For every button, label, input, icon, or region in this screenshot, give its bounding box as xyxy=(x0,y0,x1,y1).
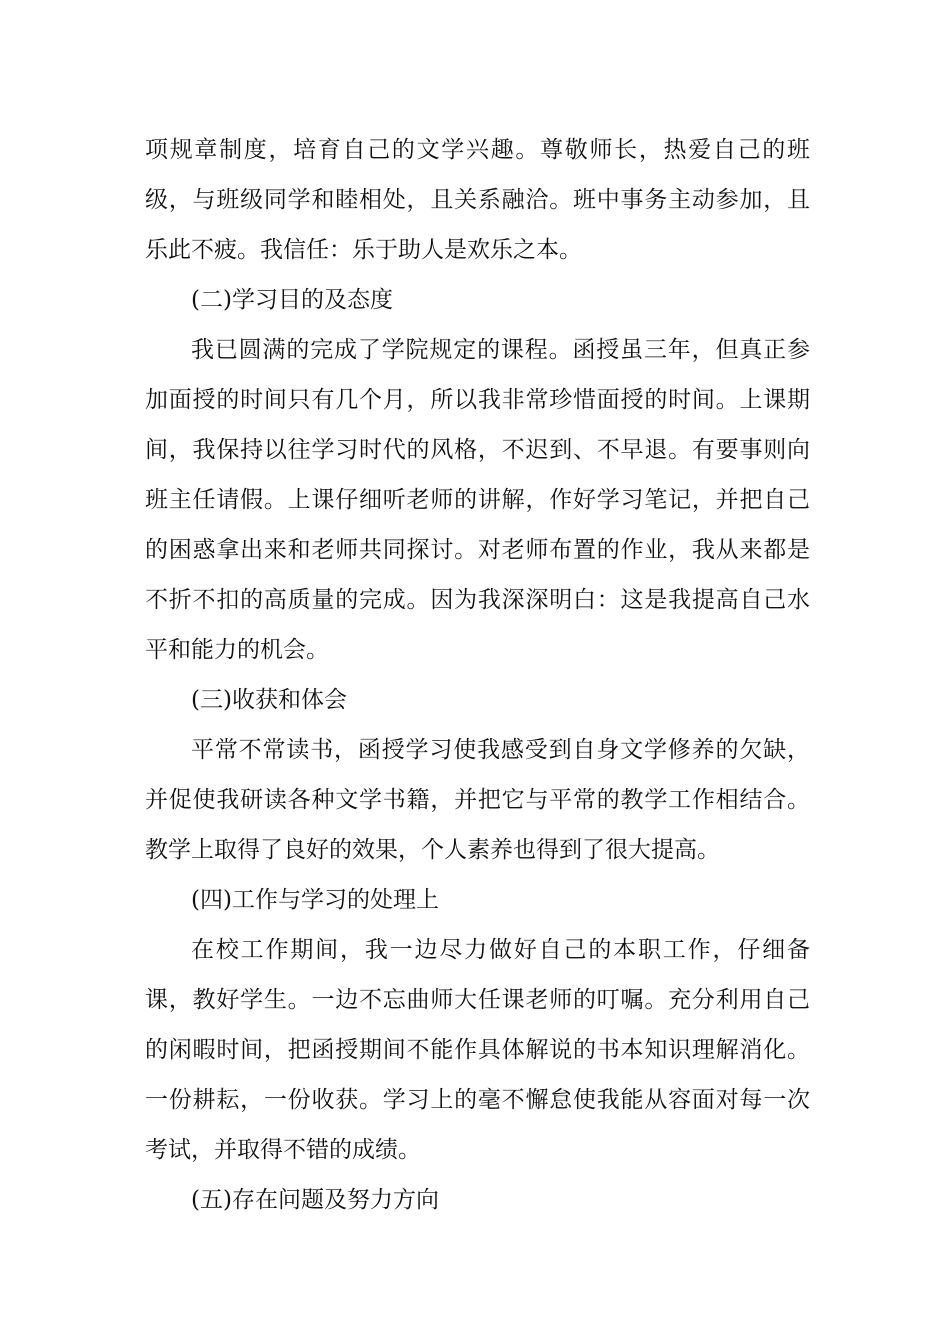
section-heading-study-purpose: (二)学习目的及态度 xyxy=(191,287,393,313)
paragraph-study-attitude: 我已圆满的完成了学院规定的课程。函授虽三年，但真正参加面授的时间只有几个月，所以我非常珍惜面授的时间。上课期间，我保持以往学习时代的风格，不迟到、不早退。有要事则向班主任请假。上课仔细听老师的讲解，作好学习笔记，并把自己的困惑拿出来和老师共同探讨。对老师布置的作业，我从来都是不折不扣的高质量的完成。因为我深深明白：这是我提高自己水平和能力的机会。 xyxy=(145,337,810,663)
document-body xyxy=(145,125,810,1225)
section-heading-work-and-study: (四)工作与学习的处理上 xyxy=(191,887,439,913)
section-heading-problems: (五)存在问题及努力方向 xyxy=(191,1187,439,1213)
paragraph-continued-rules: 项规章制度，培育自己的文学兴趣。尊敬师长，热爱自己的班级，与班级同学和睦相处，且关系融洽。班中事务主动参加，且乐此不疲。我信任：乐于助人是欢乐之本。 xyxy=(145,137,810,263)
paragraph-work-and-study: 在校工作期间，我一边尽力做好自己的本职工作，仔细备课，教好学生。一边不忘曲师大任课老师的叮嘱。充分利用自己的闲暇时间，把函授期间不能作具体解说的书本知识理解消化。一份耕耘，一份收获。学习上的毫不懈怠使我能从容面对每一次考试，并取得不错的成绩。 xyxy=(145,937,810,1163)
paragraph-gains: 平常不常读书，函授学习使我感受到自身文学修养的欠缺，并促使我研读各种文学书籍，并把它与平常的教学工作相结合。教学上取得了良好的效果，个人素养也得到了很大提高。 xyxy=(145,737,810,863)
section-heading-gains: (三)收获和体会 xyxy=(191,687,347,713)
